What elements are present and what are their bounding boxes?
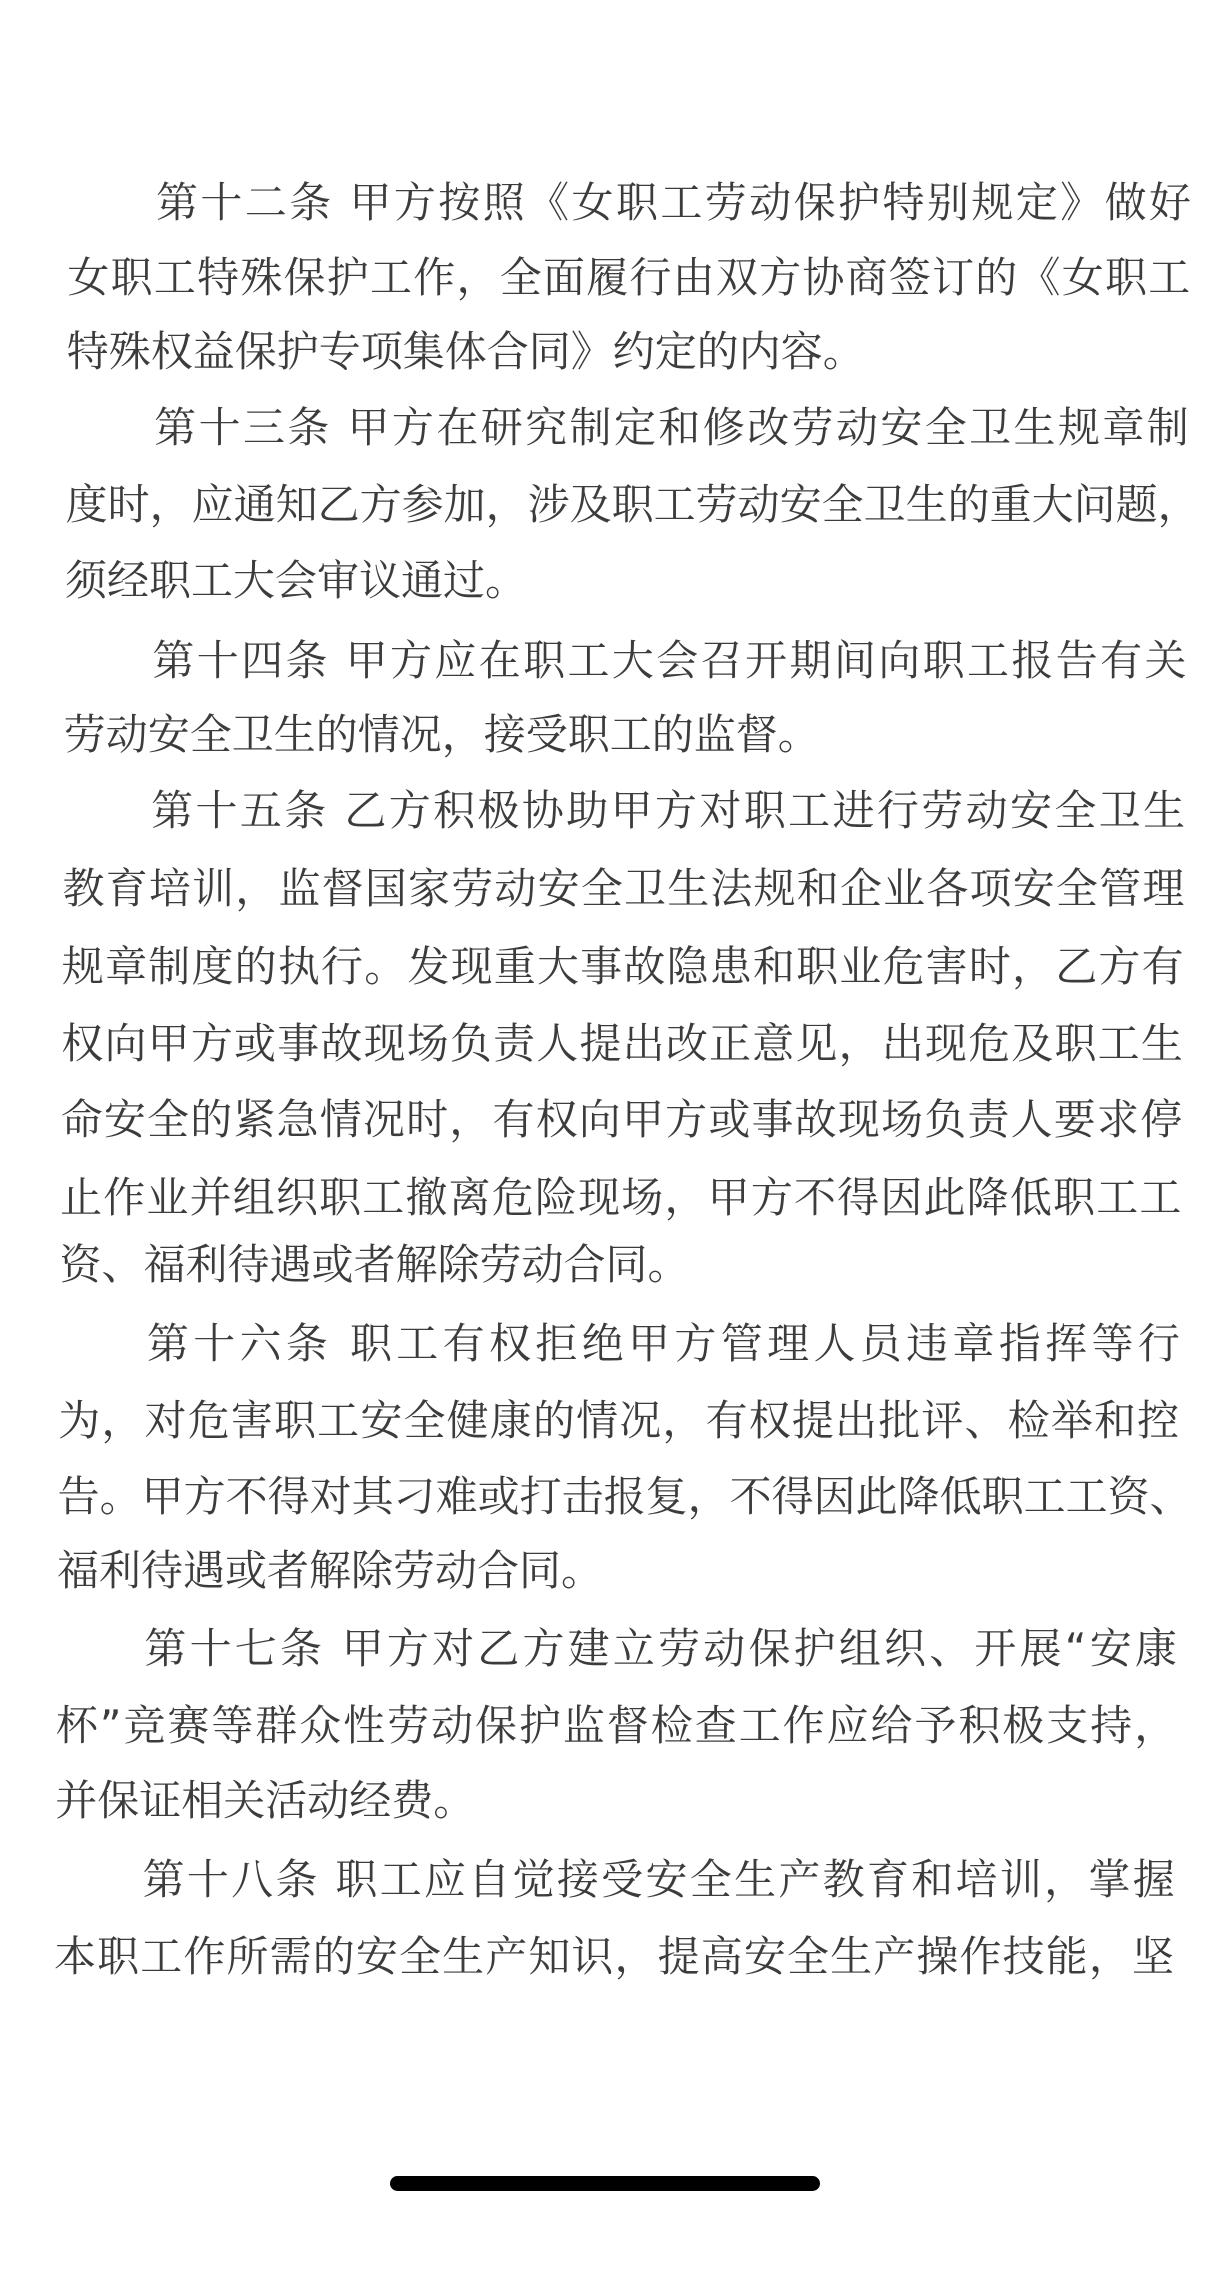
text-line: 规章制度的执行。发现重大事故隐患和职业危害时，乙方有 xyxy=(61,942,1184,991)
text-line: 特殊权益保护专项集体合同》约定的内容。 xyxy=(66,327,865,376)
article-heading-line: 第十六条 职工有权拒绝甲方管理人员违章指挥等行 xyxy=(146,1319,1180,1368)
article-heading-line: 第十五条 乙方积极协助甲方对职工进行劳动安全卫生 xyxy=(151,786,1186,835)
text-line: 须经职工大会审议通过。 xyxy=(64,556,527,605)
text-line: 女职工特殊保护工作，全面履行由双方协商签订的《女职工 xyxy=(67,253,1191,302)
home-indicator[interactable] xyxy=(390,2176,820,2191)
text-line: 教育培训，监督国家劳动安全卫生法规和企业各项安全管理 xyxy=(62,864,1185,913)
article-heading-line: 第十七条 甲方对乙方建立劳动保护组织、开展“安康 xyxy=(144,1624,1177,1673)
text-line: 止作业并组织职工撤离危险现场，甲方不得因此降低职工工 xyxy=(60,1173,1182,1222)
text-line: 告。甲方不得对其刁难或打击报复，不得因此降低职工工资、 xyxy=(57,1472,1192,1521)
text-line: 杯”竞赛等群众性劳动保护监督检查工作应给予积极支持， xyxy=(55,1701,1177,1750)
text-line: 本职工作所需的安全生产知识，提高安全生产操作技能，坚 xyxy=(54,1932,1174,1981)
article-heading-line: 第十四条 甲方应在职工大会召开期间向职工报告有关 xyxy=(152,636,1187,685)
article-heading-line: 第十八条 职工应自觉接受安全生产教育和培训，掌握 xyxy=(142,1855,1175,1904)
text-line: 命安全的紧急情况时，有权向甲方或事故现场负责人要求停 xyxy=(60,1095,1183,1144)
text-line: 并保证相关活动经费。 xyxy=(55,1776,476,1825)
article-heading-line: 第十二条 甲方按照《女职工劳动保护特别规定》做好 xyxy=(156,178,1191,227)
text-line: 度时，应通知乙方参加，涉及职工劳动安全卫生的重大问题， xyxy=(65,480,1200,529)
text-line: 福利待遇或者解除劳动合同。 xyxy=(57,1546,604,1595)
text-line: 为，对危害职工安全健康的情况，有权提出批评、检举和控 xyxy=(58,1396,1180,1445)
text-line: 权向甲方或事故现场负责人提出改正意见，出现危及职工生 xyxy=(61,1019,1183,1068)
article-heading-line: 第十三条 甲方在研究制定和修改劳动安全卫生规章制 xyxy=(154,403,1189,452)
text-line: 资、福利待遇或者解除劳动合同。 xyxy=(59,1240,690,1289)
text-line: 劳动安全卫生的情况，接受职工的监督。 xyxy=(63,710,820,759)
